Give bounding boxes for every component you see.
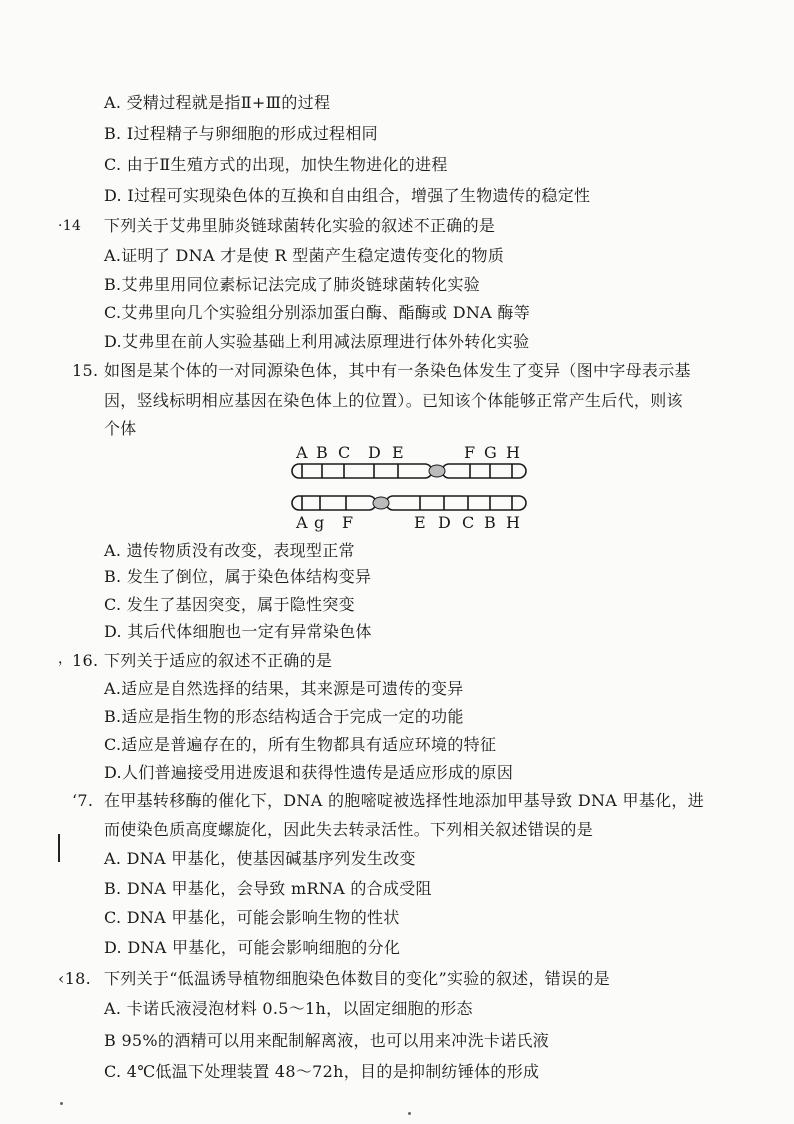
q17-number: ‘7. [72,791,94,810]
margin-bar [58,834,60,862]
top-label-e: E [392,443,404,462]
q18-number: ‹18. [58,969,92,988]
top-label-c: C [338,443,351,462]
q17-option-a: A. DNA 甲基化，使基因碱基序列发生改变 [104,849,416,868]
q15-option-d: D. 其后代体细胞也一定有异常染色体 [104,622,372,641]
q14-option-d: D.艾弗里在前人实验基础上利用减法原理进行体外转化实验 [104,332,530,351]
q13-option-c: C. 由于Ⅱ生殖方式的出现，加快生物进化的进程 [104,155,448,174]
q15-stem-line-1: 如图是某个体的一对同源染色体，其中有一条染色体发生了变异（图中字母表示基 [104,361,691,380]
q14-stem: 下列关于艾弗里肺炎链球菌转化实验的叙述不正确的是 [104,216,496,235]
bottom-label-f: F [342,513,354,532]
q18-stem: 下列关于“低温诱导植物细胞染色体数目的变化”实验的叙述，错误的是 [104,969,610,988]
chromosome-bottom [292,496,526,510]
q18-option-b: B 95%的酒精可以用来配制解离液，也可以用来冲洗卡诺氏液 [104,1031,550,1050]
q17-option-d: D. DNA 甲基化，可能会影响细胞的分化 [104,938,401,957]
q17-option-b: B. DNA 甲基化，会导致 mRNA 的合成受阻 [104,879,432,898]
chromosome-diagram [280,440,540,532]
q18-option-a: A. 卡诺氏液浸泡材料 0.5～1h，以固定细胞的形态 [104,999,473,1018]
bottom-label-c: C [462,513,475,532]
top-label-h: H [506,443,520,462]
q16-mark: ， [58,651,73,667]
q17-option-c: C. DNA 甲基化，可能会影响生物的性状 [104,908,400,927]
top-label-g: G [484,443,497,462]
bottom-label-h: H [506,513,520,532]
q16-number: 16. [72,651,99,670]
top-label-d: D [368,443,381,462]
q17-stem-line-1: 在甲基转移酶的催化下，DNA 的胞嘧啶被选择性地添加甲基导致 DNA 甲基化，进 [104,791,705,810]
q17-stem-line-2: 而使染色质高度螺旋化，因此失去转录活性。下列相关叙述错误的是 [104,820,594,839]
q16-option-a: A.适应是自然选择的结果，其来源是可遗传的变异 [104,679,464,698]
scan-speck [60,1102,63,1105]
q16-option-c: C.适应是普遍存在的，所有生物都具有适应环境的特征 [104,735,497,754]
q15-number: 15. [72,361,99,380]
bottom-label-b: B [484,513,496,532]
bottom-label-g: g [314,513,325,532]
q15-option-c: C. 发生了基因突变，属于隐性突变 [104,595,355,614]
q15-option-b: B. 发生了倒位，属于染色体结构变异 [104,567,372,586]
q14-option-a: A.证明了 DNA 才是使 R 型菌产生稳定遗传变化的物质 [104,246,505,265]
q13-option-a: A. 受精过程就是指Ⅱ+Ⅲ的过程 [104,93,331,112]
bottom-label-a: A [296,513,308,532]
q16-stem: 下列关于适应的叙述不正确的是 [104,651,333,670]
chromosome-top [292,464,526,478]
scan-speck [408,1112,411,1115]
top-label-f: F [464,443,476,462]
top-label-b: B [316,443,328,462]
q13-option-b: B. Ⅰ过程精子与卵细胞的形成过程相同 [104,124,378,143]
q15-stem-line-2: 因，竖线标明相应基因在染色体上的位置）。已知该个体能够正常产生后代，则该 [104,391,683,410]
bottom-label-e: E [414,513,426,532]
q14-option-b: B.艾弗里用同位素标记法完成了肺炎链球菌转化实验 [104,275,481,294]
q14-option-c: C.艾弗里向几个实验组分别添加蛋白酶、酯酶或 DNA 酶等 [104,303,531,322]
top-label-a: A [296,443,308,462]
bottom-label-d: D [438,513,451,532]
q16-option-d: D.人们普遍接受用进废退和获得性遗传是适应形成的原因 [104,763,514,782]
q15-stem-line-3: 个体 [104,419,137,438]
q16-option-b: B.适应是指生物的形态结构适合于完成一定的功能 [104,707,464,726]
q15-option-a: A. 遗传物质没有改变，表现型正常 [104,541,355,560]
q13-option-d: D. Ⅰ过程可实现染色体的互换和自由组合，增强了生物遗传的稳定性 [104,186,591,205]
q14-mark: ·14 [58,218,82,234]
q18-option-c: C. 4℃低温下处理装置 48～72h，目的是抑制纺锤体的形成 [104,1062,540,1081]
